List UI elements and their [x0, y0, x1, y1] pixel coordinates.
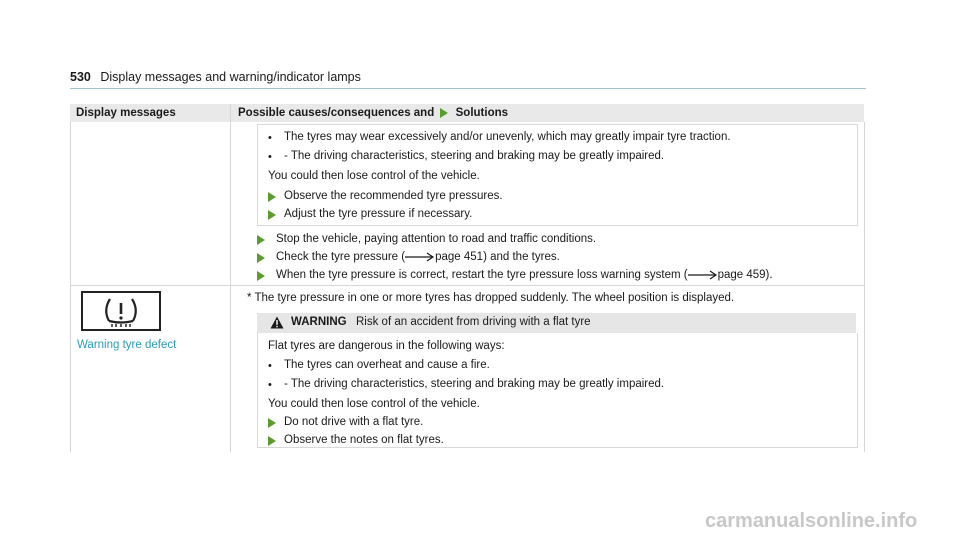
watermark: carmanualsonline.info: [705, 510, 918, 532]
row2-intro: * The tyre pressure in one or more tyres has dropped suddenly. The wheel position is displayed.: [247, 292, 735, 304]
page-header: [70, 70, 361, 84]
table-col-divider: [230, 104, 231, 452]
box-step-1: Observe the recommended tyre pressures.: [284, 190, 503, 202]
step-check-pressure: Check the tyre pressure ( page 451) and the tyres.: [276, 251, 560, 263]
box-bullet-1: The tyres may wear excessively and/or unevenly, which may greatly impair tyre traction.: [284, 131, 731, 143]
col-header-causes: Possible causes/consequences and Solutions: [238, 107, 509, 119]
box-note: You could then lose control of the vehicle.: [268, 170, 480, 182]
warning-note: You could then lose control of the vehicle.: [268, 398, 480, 410]
page-ref-link-451[interactable]: page 451) and the tyres.: [435, 251, 560, 263]
table-header: [70, 104, 864, 122]
lamp-label: Warning tyre defect: [77, 339, 177, 351]
warning-description: Risk of an accident from driving with a flat tyre: [356, 316, 591, 328]
row-divider: [70, 285, 864, 286]
step-arrow-icon: [257, 271, 265, 281]
solution-arrow-icon: [440, 108, 448, 118]
warning-bullet-2: - The driving characteristics, steering and braking may be greatly impaired.: [284, 378, 665, 390]
tyre-warning-lamp-icon: [81, 291, 161, 331]
step-restart-system: When the tyre pressure is correct, restart the tyre pressure loss warning system ( page 459).: [276, 269, 773, 281]
page-ref-arrow-icon: [405, 252, 435, 262]
col-header-display-messages: Display messages: [76, 107, 176, 119]
warning-bullet-1: The tyres can overheat and cause a fire.: [284, 359, 490, 371]
warning-word: WARNING: [291, 316, 347, 328]
warning-header: [257, 313, 856, 333]
bullet-dot: •: [268, 360, 272, 372]
page-ref-link-459[interactable]: page 459).: [717, 269, 773, 281]
step-stop-vehicle: Stop the vehicle, paying attention to road and traffic conditions.: [276, 233, 597, 245]
warning-triangle-icon: [270, 316, 284, 329]
warning-step-1: Do not drive with a flat tyre.: [284, 416, 424, 428]
step-arrow-icon: [268, 418, 276, 428]
warning-step-2: Observe the notes on flat tyres.: [284, 434, 444, 446]
box-step-2: Adjust the tyre pressure if necessary.: [284, 208, 473, 220]
bullet-dot: •: [268, 151, 272, 163]
step-arrow-icon: [268, 210, 276, 220]
page-ref-arrow-icon: [688, 270, 718, 280]
tyre-pressure-icon: [83, 293, 159, 329]
box-bullet-2: - The driving characteristics, steering and braking may be greatly impaired.: [284, 150, 665, 162]
table-left-border: [70, 122, 71, 452]
warning-intro: Flat tyres are dangerous in the following ways:: [268, 340, 505, 352]
step-arrow-icon: [257, 235, 265, 245]
page-number: 530: [70, 70, 91, 84]
bullet-dot: •: [268, 132, 272, 144]
step-arrow-icon: [268, 192, 276, 202]
step-arrow-icon: [257, 253, 265, 263]
bullet-dot: •: [268, 379, 272, 391]
header-rule: [70, 88, 866, 89]
step-arrow-icon: [268, 436, 276, 446]
page-title: Display messages and warning/indicator lamps: [100, 70, 361, 84]
table-right-border: [864, 122, 865, 452]
